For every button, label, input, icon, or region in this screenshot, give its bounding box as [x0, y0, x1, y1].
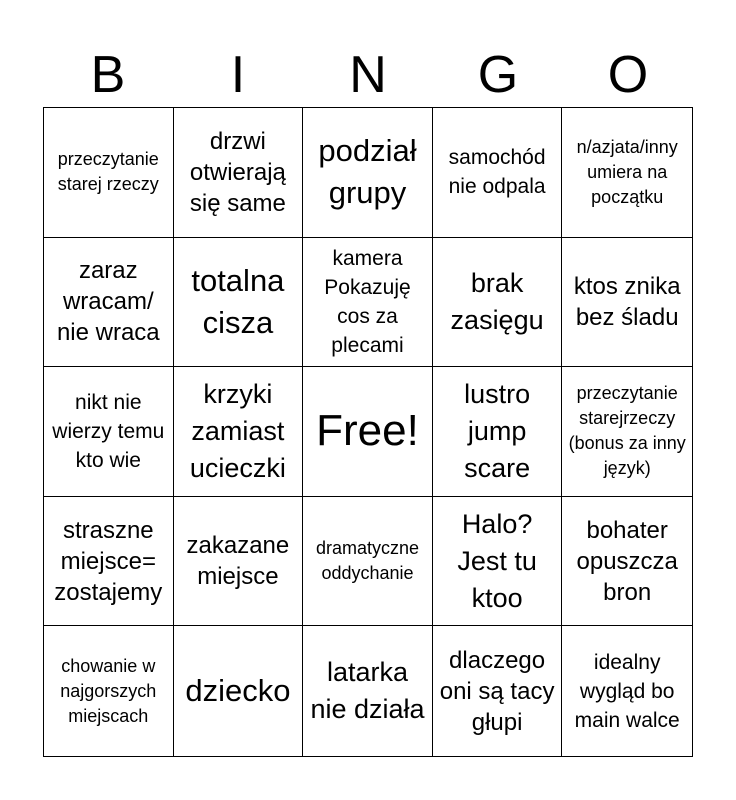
- bingo-cell-label: latarka nie działa: [310, 657, 425, 725]
- bingo-cell-label: drzwi otwierają się same: [189, 127, 286, 217]
- bingo-cell-label: chowanie w najgorszych miejscach: [60, 655, 157, 726]
- bingo-card-grid: [43, 107, 693, 757]
- bingo-cell-r4-c5[interactable]: [562, 497, 692, 627]
- bingo-cell-r3-c2[interactable]: [174, 367, 304, 497]
- bingo-cell-r4-c3[interactable]: [303, 497, 433, 627]
- bingo-cell-r1-c4[interactable]: [433, 108, 563, 238]
- bingo-cell-r5-c1[interactable]: [44, 626, 174, 756]
- bingo-cell-r2-c5[interactable]: [562, 238, 692, 368]
- bingo-cell-r2-c2[interactable]: [174, 238, 304, 368]
- bingo-free-space[interactable]: [303, 367, 433, 497]
- bingo-cell-label: kamera Pokazuję cos za plecami: [324, 246, 411, 357]
- bingo-cell-r3-c1[interactable]: [44, 367, 174, 497]
- bingo-cell-r1-c5[interactable]: [562, 108, 692, 238]
- bingo-cell-label: n/azjata/inny umiera na początku: [576, 136, 678, 207]
- bingo-cell-label: ktos znika bez śladu: [573, 272, 681, 331]
- bingo-cell-r2-c4[interactable]: [433, 238, 563, 368]
- bingo-cell-label: samochód nie odpala: [448, 146, 546, 199]
- bingo-cell-label: lustro jump scare: [464, 378, 531, 483]
- bingo-cell-r4-c1[interactable]: [44, 497, 174, 627]
- header-letter-o: O: [607, 46, 649, 104]
- bingo-cell-label: nikt nie wierzy temu kto wie: [52, 390, 165, 472]
- bingo-header: [43, 42, 693, 108]
- bingo-cell-label: dziecko: [185, 673, 291, 709]
- bingo-cell-r1-c2[interactable]: [174, 108, 304, 238]
- header-letter-g: G: [477, 46, 519, 104]
- bingo-cell-label: Free!: [316, 406, 419, 456]
- bingo-cell-label: totalna cisza: [191, 262, 285, 340]
- bingo-cell-r5-c5[interactable]: [562, 626, 692, 756]
- bingo-cell-label: dramatyczne oddychanie: [315, 538, 420, 584]
- bingo-cell-label: brak zasięgu: [450, 267, 544, 335]
- bingo-cell-r3-c4[interactable]: [433, 367, 563, 497]
- bingo-cell-r1-c1[interactable]: [44, 108, 174, 238]
- bingo-cell-r4-c4[interactable]: [433, 497, 563, 627]
- header-letter-n: N: [349, 46, 387, 104]
- header-letter-i: I: [230, 46, 246, 104]
- bingo-cell-label: bohater opuszcza bron: [576, 516, 678, 606]
- bingo-cell-r4-c2[interactable]: [174, 497, 304, 627]
- bingo-cell-label: idealny wygląd bo main walce: [574, 650, 680, 732]
- bingo-cell-label: straszne miejsce= zostajemy: [54, 516, 163, 606]
- bingo-cell-r5-c3[interactable]: [303, 626, 433, 756]
- bingo-cell-label: dlaczego oni są tacy głupi: [439, 646, 555, 736]
- bingo-cell-r1-c3[interactable]: [303, 108, 433, 238]
- bingo-cell-label: Halo? Jest tu ktoo: [457, 508, 537, 613]
- bingo-cell-r5-c4[interactable]: [433, 626, 563, 756]
- bingo-cell-r2-c1[interactable]: [44, 238, 174, 368]
- bingo-cell-label: zakazane miejsce: [186, 532, 290, 591]
- bingo-cell-label: podział grupy: [318, 133, 417, 211]
- bingo-cell-label: krzyki zamiast ucieczki: [189, 378, 286, 483]
- bingo-cell-r2-c3[interactable]: [303, 238, 433, 368]
- bingo-cell-r5-c2[interactable]: [174, 626, 304, 756]
- bingo-cell-label: przeczytanie starejrzeczy (bonus za inny język): [568, 383, 686, 479]
- bingo-cell-r3-c5[interactable]: [562, 367, 692, 497]
- bingo-cell-label: zaraz wracam/ nie wraca: [56, 257, 160, 347]
- bingo-cell-label: przeczytanie starej rzeczy: [57, 149, 159, 195]
- header-letter-b: B: [90, 46, 126, 104]
